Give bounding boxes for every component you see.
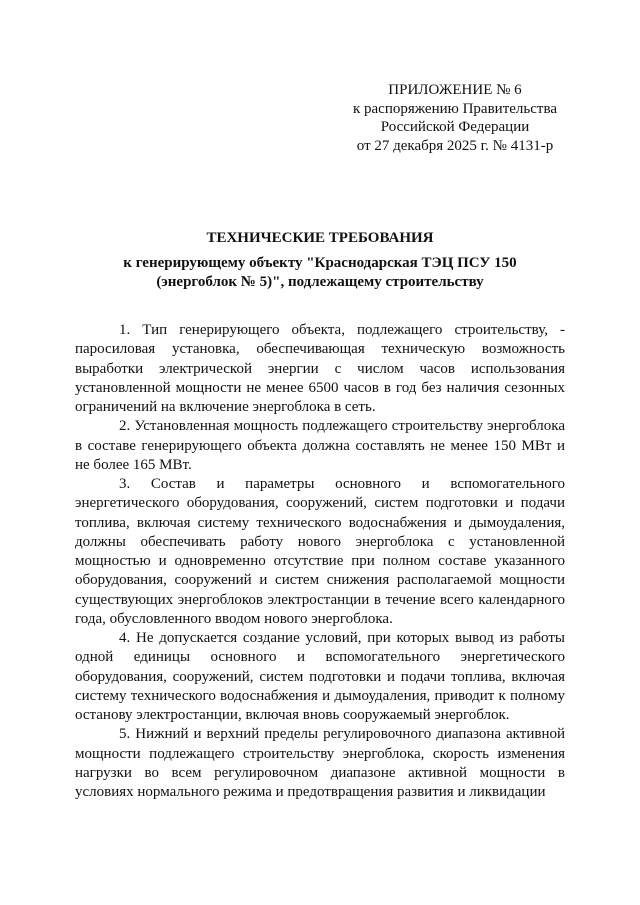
appendix-header [330, 81, 580, 155]
document-title: ТЕХНИЧЕСКИЕ ТРЕБОВАНИЯ [206, 230, 434, 246]
document-subtitle-line-1: к генерирующему объекту "Краснодарская ТЭЦ ПСУ 150 [123, 255, 517, 271]
appendix-number: ПРИЛОЖЕНИЕ № 6 [388, 82, 522, 98]
paragraph-4: 4. Не допускается создание условий, при которых вывод из работы одной единицы основного и вспомогательного энергетического оборудования, сооружений, систем подготовки и подачи топлива, включая систему технического водоснабжения и дымоудаления, приводит к полному останову электростанции, включая вновь сооружаемый энергоблок. [75, 630, 565, 723]
paragraph-2: 2. Установленная мощность подлежащего строительству энергоблока в составе генерирующего объекта должна составлять не менее 150 МВт и не более 165 МВт. [75, 418, 565, 473]
document-heading [75, 229, 565, 292]
paragraph-5: 5. Нижний и верхний пределы регулировочного диапазона активной мощности подлежащего строительству энергоблока, скорость изменения нагрузки во всем регулировочном диапазоне активной мощности в условиях нормального режима и предотвращения развития и ликвидации [75, 726, 565, 800]
appendix-government-line: Российской Федерации [380, 119, 530, 135]
appendix-order-line: к распоряжению Правительства [352, 100, 557, 117]
document-subtitle-line-2: (энергоблок № 5)", подлежащему строительству [156, 274, 484, 290]
document-subtitle [75, 254, 565, 292]
document-body [75, 321, 565, 802]
appendix-date-line: от 27 декабря 2025 г. № 4131-р [356, 137, 554, 154]
paragraph-3: 3. Состав и параметры основного и вспомогательного энергетического оборудования, сооружений, систем подготовки и подачи топлива, включая систему технического водоснабжения и дымоудаления, должны обеспечивать работу нового энергоблока с установленной мощностью и одновременно отсутствие при полном составе указанного оборудования, сооружений и систем снижения располагаемой мощности существующих энергоблоков электростанции в течение всего календарного года, обусловленного вводом нового энергоблока. [75, 476, 565, 627]
paragraph-1: 1. Тип генерирующего объекта, подлежащего строительству, - паросиловая установка, обеспечивающая техническую возможность выработки электрической энергии с числом часов использования установленной мощности не менее 6500 часов в год без наличия сезонных ограничений на включение энергоблока в сеть. [75, 322, 565, 415]
